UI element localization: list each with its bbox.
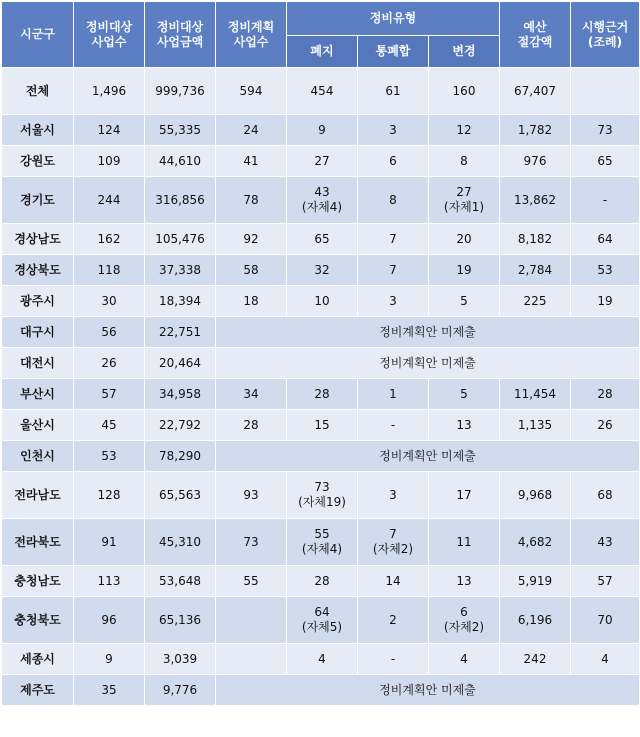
cell-target-amount: 44,610 [145,146,216,177]
table-row [2,146,640,177]
cell-plan-count: 41 [216,146,287,177]
cell-abolish: 9 [287,115,358,146]
cell-target-amount: 34,958 [145,379,216,410]
cell-change: 12 [429,115,500,146]
header-type-abolish: 폐지 [287,36,358,68]
cell-target-count: 35 [74,675,145,706]
table-body [2,68,640,706]
table-row [2,286,640,317]
cell-budget-cut: 6,196 [500,597,571,644]
cell-basis: 53 [571,255,640,286]
cell-abolish: 43 (자체4) [287,177,358,224]
cell-abolish: 28 [287,566,358,597]
cell-basis: - [571,177,640,224]
cell-target-amount: 20,464 [145,348,216,379]
cell-target-count: 26 [74,348,145,379]
cell-plan-count [216,644,287,675]
cell-abolish: 55 (자체4) [287,519,358,566]
cell-basis: 68 [571,472,640,519]
cell-target-amount: 37,338 [145,255,216,286]
budget-restructuring-table [1,1,640,706]
cell-plan-count: 55 [216,566,287,597]
cell-region: 전라남도 [2,472,74,519]
cell-target-amount: 3,039 [145,644,216,675]
cell-merge: 7 [358,255,429,286]
header-region: 시군구 [2,2,74,68]
header-type-merge: 통폐합 [358,36,429,68]
cell-region: 대구시 [2,317,74,348]
cell-target-amount: 65,136 [145,597,216,644]
cell-target-amount: 45,310 [145,519,216,566]
cell-target-count: 118 [74,255,145,286]
cell-basis: 65 [571,146,640,177]
header-budget-cut: 예산 절감액 [500,2,571,68]
cell-budget-cut: 67,407 [500,68,571,115]
cell-region: 세종시 [2,644,74,675]
cell-change: 11 [429,519,500,566]
cell-merge: 6 [358,146,429,177]
cell-target-amount: 22,751 [145,317,216,348]
cell-budget-cut: 8,182 [500,224,571,255]
cell-target-amount: 22,792 [145,410,216,441]
cell-target-amount: 53,648 [145,566,216,597]
cell-abolish: 65 [287,224,358,255]
cell-basis: 57 [571,566,640,597]
cell-change: 20 [429,224,500,255]
table-row [2,566,640,597]
cell-region: 대전시 [2,348,74,379]
cell-change: 13 [429,566,500,597]
cell-target-amount: 316,856 [145,177,216,224]
cell-target-amount: 78,290 [145,441,216,472]
cell-budget-cut: 225 [500,286,571,317]
cell-target-count: 57 [74,379,145,410]
table-row [2,115,640,146]
header-legal-basis: 시행근거 (조례) [571,2,640,68]
cell-region: 충청남도 [2,566,74,597]
cell-plan-count: 18 [216,286,287,317]
cell-target-amount: 9,776 [145,675,216,706]
cell-budget-cut: 9,968 [500,472,571,519]
cell-target-count: 56 [74,317,145,348]
cell-change: 27 (자체1) [429,177,500,224]
cell-budget-cut: 242 [500,644,571,675]
table-row [2,177,640,224]
cell-region: 충청북도 [2,597,74,644]
cell-region: 서울시 [2,115,74,146]
cell-region: 제주도 [2,675,74,706]
cell-basis: 19 [571,286,640,317]
cell-target-count: 53 [74,441,145,472]
table-row [2,675,640,706]
cell-merge: 7 [358,224,429,255]
cell-note: 정비계획안 미제출 [216,348,640,379]
cell-merge: 7 (자체2) [358,519,429,566]
table-row [2,597,640,644]
table-row [2,224,640,255]
cell-abolish: 73 (자체19) [287,472,358,519]
cell-abolish: 15 [287,410,358,441]
cell-target-count: 96 [74,597,145,644]
cell-merge: 8 [358,177,429,224]
cell-plan-count: 34 [216,379,287,410]
cell-basis: 64 [571,224,640,255]
cell-budget-cut: 13,862 [500,177,571,224]
cell-merge: 1 [358,379,429,410]
cell-budget-cut: 1,782 [500,115,571,146]
cell-target-amount: 105,476 [145,224,216,255]
cell-change: 5 [429,286,500,317]
cell-target-count: 30 [74,286,145,317]
cell-basis: 28 [571,379,640,410]
cell-target-amount: 999,736 [145,68,216,115]
cell-basis: 73 [571,115,640,146]
cell-merge: 3 [358,286,429,317]
cell-merge: 3 [358,472,429,519]
header-type-change: 변경 [429,36,500,68]
cell-region: 경상북도 [2,255,74,286]
table-row [2,348,640,379]
cell-region: 울산시 [2,410,74,441]
cell-merge: - [358,410,429,441]
cell-plan-count: 92 [216,224,287,255]
table-row [2,317,640,348]
header-type-group: 정비유형 [287,2,500,36]
cell-plan-count: 594 [216,68,287,115]
cell-basis: 26 [571,410,640,441]
cell-abolish: 4 [287,644,358,675]
cell-abolish: 64 (자체5) [287,597,358,644]
table-row [2,255,640,286]
cell-merge: - [358,644,429,675]
cell-change: 4 [429,644,500,675]
cell-budget-cut: 4,682 [500,519,571,566]
cell-plan-count: 24 [216,115,287,146]
cell-abolish: 10 [287,286,358,317]
cell-basis: 43 [571,519,640,566]
cell-budget-cut: 1,135 [500,410,571,441]
table-row [2,644,640,675]
cell-target-amount: 18,394 [145,286,216,317]
cell-change: 17 [429,472,500,519]
cell-merge: 61 [358,68,429,115]
cell-budget-cut: 2,784 [500,255,571,286]
table-row [2,441,640,472]
header-target-count: 정비대상 사업수 [74,2,145,68]
cell-plan-count: 28 [216,410,287,441]
cell-target-count: 45 [74,410,145,441]
cell-target-amount: 65,563 [145,472,216,519]
cell-abolish: 27 [287,146,358,177]
cell-merge: 2 [358,597,429,644]
table-row [2,519,640,566]
cell-plan-count: 73 [216,519,287,566]
cell-budget-cut: 11,454 [500,379,571,410]
cell-change: 8 [429,146,500,177]
cell-target-count: 91 [74,519,145,566]
cell-change: 19 [429,255,500,286]
cell-note: 정비계획안 미제출 [216,675,640,706]
header-target-amount: 정비대상 사업금액 [145,2,216,68]
cell-budget-cut: 976 [500,146,571,177]
cell-target-count: 9 [74,644,145,675]
cell-change: 13 [429,410,500,441]
cell-target-amount: 55,335 [145,115,216,146]
cell-plan-count: 58 [216,255,287,286]
cell-region: 인천시 [2,441,74,472]
cell-basis [571,68,640,115]
cell-change: 160 [429,68,500,115]
cell-region: 전체 [2,68,74,115]
table-row [2,472,640,519]
cell-target-count: 128 [74,472,145,519]
cell-plan-count: 93 [216,472,287,519]
cell-region: 경상남도 [2,224,74,255]
cell-note: 정비계획안 미제출 [216,317,640,348]
cell-region: 전라북도 [2,519,74,566]
cell-plan-count [216,597,287,644]
cell-region: 광주시 [2,286,74,317]
cell-change: 6 (자체2) [429,597,500,644]
cell-merge: 3 [358,115,429,146]
cell-basis: 70 [571,597,640,644]
cell-note: 정비계획안 미제출 [216,441,640,472]
cell-target-count: 109 [74,146,145,177]
cell-target-count: 162 [74,224,145,255]
table-row [2,379,640,410]
cell-budget-cut: 5,919 [500,566,571,597]
header-plan-count: 정비계획 사업수 [216,2,287,68]
table-row [2,410,640,441]
cell-abolish: 454 [287,68,358,115]
table-row [2,68,640,115]
cell-abolish: 32 [287,255,358,286]
cell-region: 강원도 [2,146,74,177]
cell-region: 경기도 [2,177,74,224]
cell-merge: 14 [358,566,429,597]
cell-plan-count: 78 [216,177,287,224]
cell-abolish: 28 [287,379,358,410]
cell-target-count: 124 [74,115,145,146]
cell-target-count: 244 [74,177,145,224]
cell-change: 5 [429,379,500,410]
cell-target-count: 1,496 [74,68,145,115]
cell-target-count: 113 [74,566,145,597]
cell-region: 부산시 [2,379,74,410]
cell-basis: 4 [571,644,640,675]
